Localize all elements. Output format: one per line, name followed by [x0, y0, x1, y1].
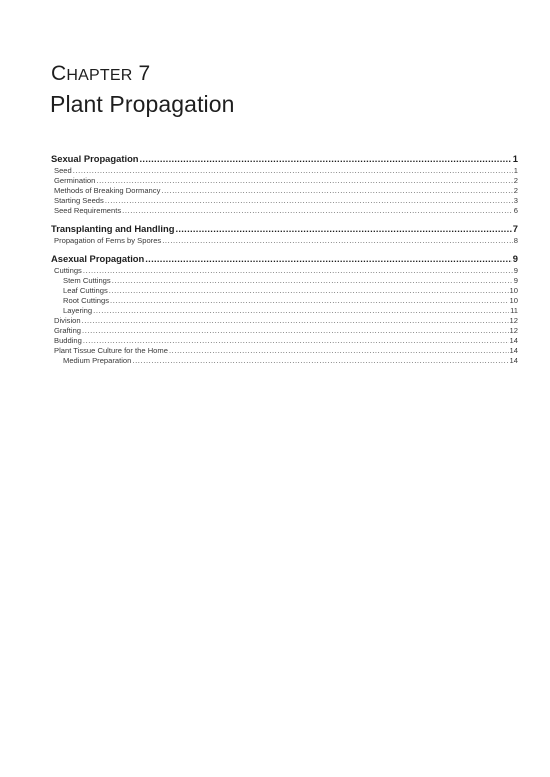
toc-entry-title: Medium Preparation — [63, 356, 132, 365]
toc-page-number: 10 — [509, 296, 518, 305]
toc-page-number: 9 — [512, 253, 518, 264]
toc-leader-dots — [169, 346, 509, 356]
toc-entry-root-cuttings[interactable] — [51, 296, 518, 306]
toc-page-number: 9 — [513, 276, 518, 285]
toc-entry-medium-preparation[interactable] — [51, 356, 518, 366]
toc-page-number: 14 — [509, 356, 518, 365]
toc-page-number: 8 — [513, 236, 518, 245]
toc-leader-dots — [73, 166, 513, 176]
chapter-label-initial: C — [51, 62, 67, 85]
toc-page-number: 12 — [509, 326, 518, 335]
toc-leader-dots — [82, 316, 509, 326]
toc-page-number: 14 — [509, 346, 518, 355]
toc-entry-title: Root Cuttings — [63, 296, 110, 305]
toc-entry-title: Grafting — [54, 326, 82, 335]
toc-entry-title: Plant Tissue Culture for the Home — [54, 346, 168, 355]
toc-page-number: 11 — [510, 306, 518, 315]
toc-leader-dots — [96, 176, 512, 186]
toc-entry-budding[interactable] — [51, 336, 518, 346]
toc-entry-tissue-culture[interactable] — [51, 346, 518, 356]
toc-page-number: 1 — [512, 153, 518, 164]
toc-leader-dots — [145, 252, 512, 266]
toc-entry-stem-cuttings[interactable] — [51, 276, 518, 286]
toc-entry-title: Cuttings — [54, 266, 82, 275]
toc-entry-title: Seed — [54, 166, 72, 175]
toc-page-number: 3 — [513, 196, 518, 205]
toc-entry-title: Propagation of Ferns by Spores — [54, 236, 162, 245]
toc-entry-title: Leaf Cuttings — [63, 286, 108, 295]
toc-entry-breaking-dormancy[interactable] — [51, 186, 518, 196]
toc-entry-title: Starting Seeds — [54, 196, 104, 205]
toc-entry-germination[interactable] — [51, 176, 518, 186]
toc-leader-dots — [140, 152, 512, 166]
toc-entry-ferns-by-spores[interactable] — [51, 236, 518, 246]
toc-entry-title: Layering — [63, 306, 93, 315]
toc-page-number: 14 — [509, 336, 518, 345]
toc-entry-starting-seeds[interactable] — [51, 196, 518, 206]
chapter-label-rest: HAPTER — [66, 67, 133, 84]
toc-leader-dots — [105, 196, 513, 206]
toc-page-number: 12 — [509, 316, 518, 325]
toc-leader-dots — [93, 306, 509, 316]
toc-leader-dots — [175, 222, 511, 236]
toc-leader-dots — [132, 356, 508, 366]
toc-entry-cuttings[interactable] — [51, 266, 518, 276]
toc-leader-dots — [122, 206, 513, 216]
toc-entry-title: Budding — [54, 336, 82, 345]
toc-page-number: 1 — [513, 166, 518, 175]
toc-page-number: 6 — [513, 206, 518, 215]
toc-leader-dots — [110, 296, 509, 306]
toc-section-sexual-propagation[interactable] — [51, 152, 518, 166]
toc-entry-division[interactable] — [51, 316, 518, 326]
chapter-title: Plant Propagation — [50, 91, 235, 117]
toc-entry-grafting[interactable] — [51, 326, 518, 336]
toc-section-transplanting[interactable] — [51, 222, 518, 236]
toc-section-asexual-propagation[interactable] — [51, 252, 518, 266]
toc-entry-title: Germination — [54, 176, 96, 185]
toc-leader-dots — [83, 336, 509, 346]
toc-section-title: Sexual Propagation — [51, 153, 139, 164]
toc-leader-dots — [112, 276, 513, 286]
toc-entry-title: Stem Cuttings — [63, 276, 111, 285]
toc-entry-title: Seed Requirements — [54, 206, 122, 215]
toc-section-title: Transplanting and Handling — [51, 223, 175, 234]
toc-entry-seed[interactable] — [51, 166, 518, 176]
chapter-label — [51, 62, 150, 86]
toc-leader-dots — [161, 186, 512, 196]
chapter-number: 7 — [138, 62, 151, 85]
toc-leader-dots — [82, 326, 509, 336]
table-of-contents — [51, 152, 518, 366]
toc-section-title: Asexual Propagation — [51, 253, 145, 264]
toc-page-number: 2 — [513, 186, 518, 195]
toc-leader-dots — [109, 286, 509, 296]
toc-page-number: 7 — [512, 223, 518, 234]
toc-entry-title: Division — [54, 316, 81, 325]
toc-page-number: 10 — [509, 286, 518, 295]
toc-page-number: 2 — [513, 176, 518, 185]
toc-leader-dots — [162, 236, 513, 246]
toc-entry-title: Methods of Breaking Dormancy — [54, 186, 161, 195]
toc-entry-leaf-cuttings[interactable] — [51, 286, 518, 296]
toc-leader-dots — [83, 266, 513, 276]
toc-entry-seed-requirements[interactable] — [51, 206, 518, 216]
toc-page-number: 9 — [513, 266, 518, 275]
toc-entry-layering[interactable] — [51, 306, 518, 316]
